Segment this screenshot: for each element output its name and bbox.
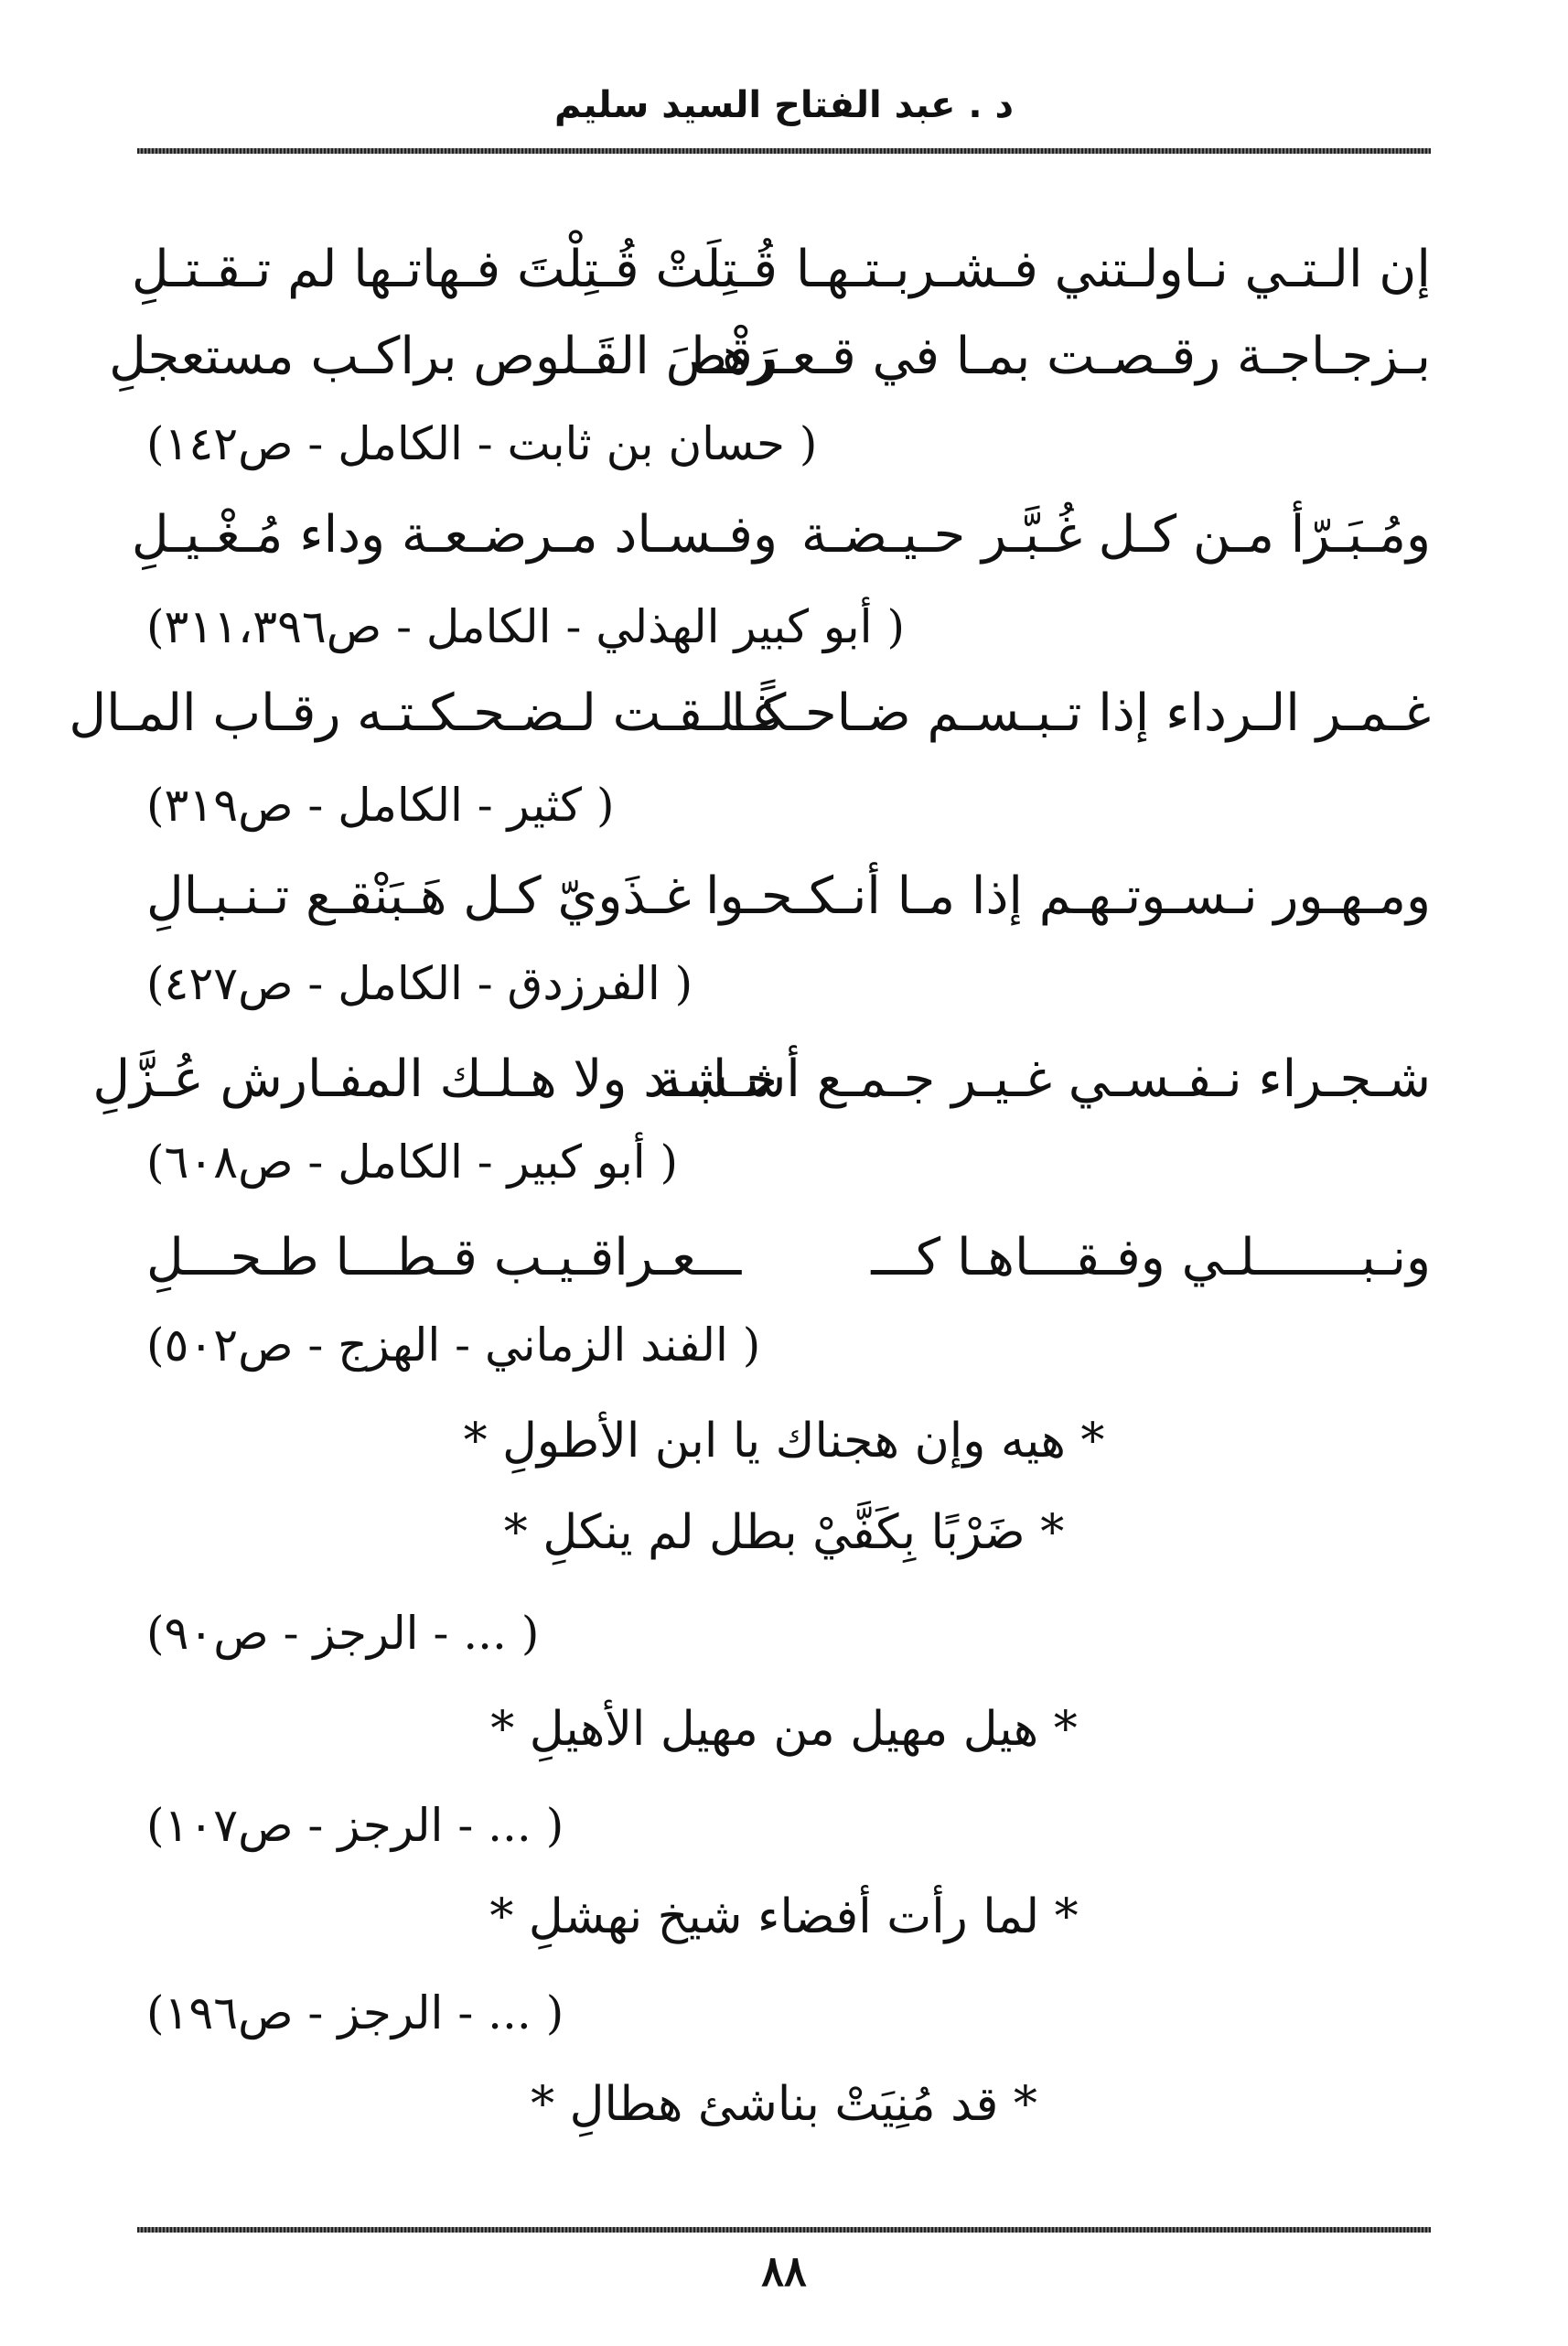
verse-citation: ( الفرزدق - الكامل - ص٤٢٧) (146, 957, 693, 1010)
verse-second-hemistich: حـشـد ولا هـلـك المفـارش عُـزَّلِ (92, 1049, 778, 1109)
footer-rule (137, 2227, 1431, 2233)
verse-first-hemistich: بـزجـاجـة رقـصـت بمـا في قـعـرهـا (691, 327, 1431, 386)
verse-first-hemistich: ومـهـور نـسـوتـهـم إذا مـا أنـكـحـوا (704, 866, 1431, 926)
verse-second-hemistich: وفـسـاد مـرضـعـة وداء مُـغْـيـلِ (131, 505, 778, 565)
verse-first-hemistich: إن الـتـي نـاولـتني فـشـربـتـهـا (795, 240, 1431, 299)
page-number: ٨٨ (761, 2246, 807, 2296)
verse-first-hemistich: غـمـر الـرداء إذا تـبـسـم ضـاحـكًـا (731, 683, 1431, 743)
verse-second-hemistich: قُـتِلَتْ قُـتِلْتَ فـهاتـها لم تـقـتـلِ (131, 240, 778, 299)
header-rule (137, 148, 1431, 154)
verse-first-hemistich: ومُـبَـرّأ مـن كـل غُـبَّـر حـيـضـة (800, 505, 1431, 565)
verse-second-hemistich: غـلـقـت لـضـحـكـتـه رقـاب المـال (69, 683, 778, 743)
verse-second-hemistich: رَقْصَ القَـلوص براكـب مستعجلِ (109, 327, 778, 386)
verse-second-hemistich: ـــعـراقـيـب قـطـــا طـحـــلِ (146, 1228, 742, 1287)
verse-citation: ( حسان بن ثابت - الكامل - ص١٤٢) (146, 417, 818, 470)
verse-first-hemistich: ونـبـــــــلـي وفـقـــاهـا كـــ (871, 1228, 1431, 1287)
verse-citation: ( ... - الرجز - ص١٠٧) (146, 1799, 564, 1852)
page-header-title: د . عبد الفتاح السيد سليم (553, 84, 1015, 126)
verse-first-hemistich: شـجـراء نـفـسـي غـيـر جـمـع أشـابـة (655, 1049, 1431, 1109)
verse-second-hemistich: غـذَويّ كـل هَـبَنْقـع تـنـبـالِ (146, 866, 692, 926)
rajaz-verse: * ضَرْبًا بِكَفَّيْ بطل لم ينكلِ * (503, 1505, 1065, 1560)
rajaz-verse: * هيل مهيل من مهيل الأهيلِ * (490, 1702, 1078, 1757)
verse-citation: ( كثير - الكامل - ص٣١٩) (146, 779, 615, 832)
verse-citation: ( أبو كبير الهذلي - الكامل - ص٣١١،٣٩٦) (146, 600, 905, 653)
verse-citation: ( أبو كبير - الكامل - ص٦٠٨) (146, 1135, 679, 1189)
verse-citation: ( الفند الزماني - الهزج - ص٥٠٢) (146, 1318, 761, 1372)
verse-citation: ( ... - الرجز - ص٩٠) (146, 1607, 540, 1660)
verse-citation: ( ... - الرجز - ص١٩٦) (146, 1986, 564, 2039)
rajaz-verse: * لما رأت أفضاء شيخ نهشلِ * (489, 1889, 1079, 1944)
rajaz-verse: * قد مُنِيَتْ بناشئ هطالِ * (531, 2077, 1037, 2132)
rajaz-verse: * هيه وإن هجناك يا ابن الأطولِ * (463, 1414, 1105, 1469)
